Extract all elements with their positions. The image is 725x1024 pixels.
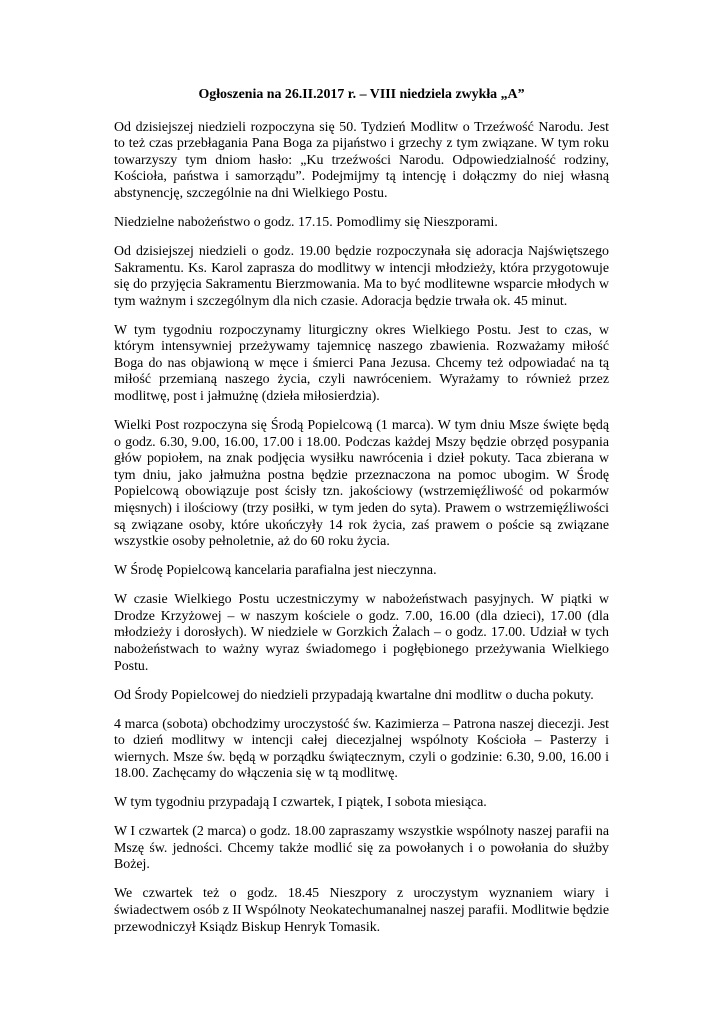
announcements-page bbox=[114, 87, 609, 949]
paragraph-first-days: W tym tygodniu przypadają I czwartek, I piątek, I sobota miesiąca. bbox=[114, 795, 487, 811]
paragraph-passion-services: W czasie Wielkiego Postu uczestniczymy w nabożeństwach pasyjnych. W piątki w Drodze Krzyżowej – w naszym kościele o godz. 7.00, 16.00 (dla dzieci), 17.00 (dla młodzieży i dorosłych). W niedziele w Gorzkich Żalach – o godz. 17.00. Udział w tych nabożeństwach to ważny wyraz świadomego i pogłębionego przeżywania Wielkiego Postu. bbox=[114, 592, 609, 674]
paragraph-ash-wednesday: Wielki Post rozpoczyna się Środą Popielcową (1 marca). W tym dniu Msze święte będą o godz. 6.30, 9.00, 16.00, 17.00 i 18.00. Podczas każdej Mszy będzie obrzęd posypania głów popiołem, na znak podjęcia wysiłku nawrócenia i dzieł pokuty. Taca zbierana w tym dniu, jako jałmużna postna będzie przeznaczona na pomoc ubogim. W Środę Popielcową obowiązuje post ścisły tzn. jakościowy (wstrzemięźliwość od pokarmów mięsnych) i ilościowy (trzy posiłki, w tym jeden do syta). Prawem o wstrzemięźliwości są związane osoby, które ukończyły 14 rok życia, zaś prawem o poście są związane wszystkie osoby pełnoletnie, aż do 60 roku życia. bbox=[114, 418, 609, 550]
paragraph-adoration: Od dzisiejszej niedzieli o godz. 19.00 będzie rozpoczynała się adoracja Najświętszego Sakramentu. Ks. Karol zaprasza do modlitwy w intencji młodzieży, która przygotowuje się do przyjęcia Sakramentu Bierzmowania. Ma to być modlitewne wsparcie młodych w tym ważnym i szczególnym dla nich czasie. Adoracja będzie trwała ok. 45 minut. bbox=[114, 243, 609, 309]
paragraph-temperance-week: Od dzisiejszej niedzieli rozpoczyna się 50. Tydzień Modlitw o Trzeźwość Narodu. Jest to też czas przebłagania Pana Boga za pijaństwo i grzechy z tym związane. W tym roku towarzyszy tym dniom hasło: „Ku trzeźwości Narodu. Odpowiedzialność rodziny, Kościoła, państwa i samorządu”. Podejmijmy tą intencję i dołączmy do niej własną abstynencję, szczególnie na dni Wielkiego Postu. bbox=[114, 119, 609, 201]
paragraph-office-closed: W Środę Popielcową kancelaria parafialna jest nieczynna. bbox=[114, 563, 437, 579]
paragraph-ember-days: Od Środy Popielcowej do niedzieli przypadają kwartalne dni modlitw o ducha pokuty. bbox=[114, 687, 594, 703]
document-title: Ogłoszenia na 26.II.2017 r. – VIII niedziela zwykła „A” bbox=[198, 87, 525, 102]
paragraph-vespers-testimony: We czwartek też o godz. 18.45 Nieszpory z uroczystym wyznaniem wiary i świadectwem osób z II Wspólnoty Neokatechumanalnej naszej parafii. Modlitwie będzie przewodniczył Ksiądz Biskup Henryk Tomasik. bbox=[114, 886, 610, 935]
paragraph-first-thursday: W I czwartek (2 marca) o godz. 18.00 zapraszamy wszystkie wspólnoty naszej parafii na Mszę św. jedności. Chcemy także modlić się za powołanych i o powołania do służby Bożej. bbox=[114, 824, 609, 873]
paragraph-lent-season: W tym tygodniu rozpoczynamy liturgiczny okres Wielkiego Postu. Jest to czas, w którym intensywniej przeżywamy tajemnicę naszego zbawienia. Rozważamy miłość Boga do nas objawioną w męce i śmierci Pana Jezusa. Chcemy też odpowiadać na tą miłość przemianą naszego życia, czyli nawróceniem. Wyrażamy to również przez modlitwę, post i jałmużnę (dzieła miłosierdzia). bbox=[114, 322, 609, 405]
paragraph-st-casimir: 4 marca (sobota) obchodzimy uroczystość św. Kazimierza – Patrona naszej diecezji. Jest to dzień modlitwy w intencji całej diecezjalnej wspólnoty Kościoła – Pasterzy i wiernych. Msze św. będą w porządku świątecznym, czyli o godzinie: 6.30, 9.00, 16.00 i 18.00. Zachęcamy do włączenia się w tą modlitwę. bbox=[114, 716, 609, 782]
paragraph-sunday-vespers: Niedzielne nabożeństwo o godz. 17.15. Pomodlimy się Nieszporami. bbox=[114, 214, 498, 230]
